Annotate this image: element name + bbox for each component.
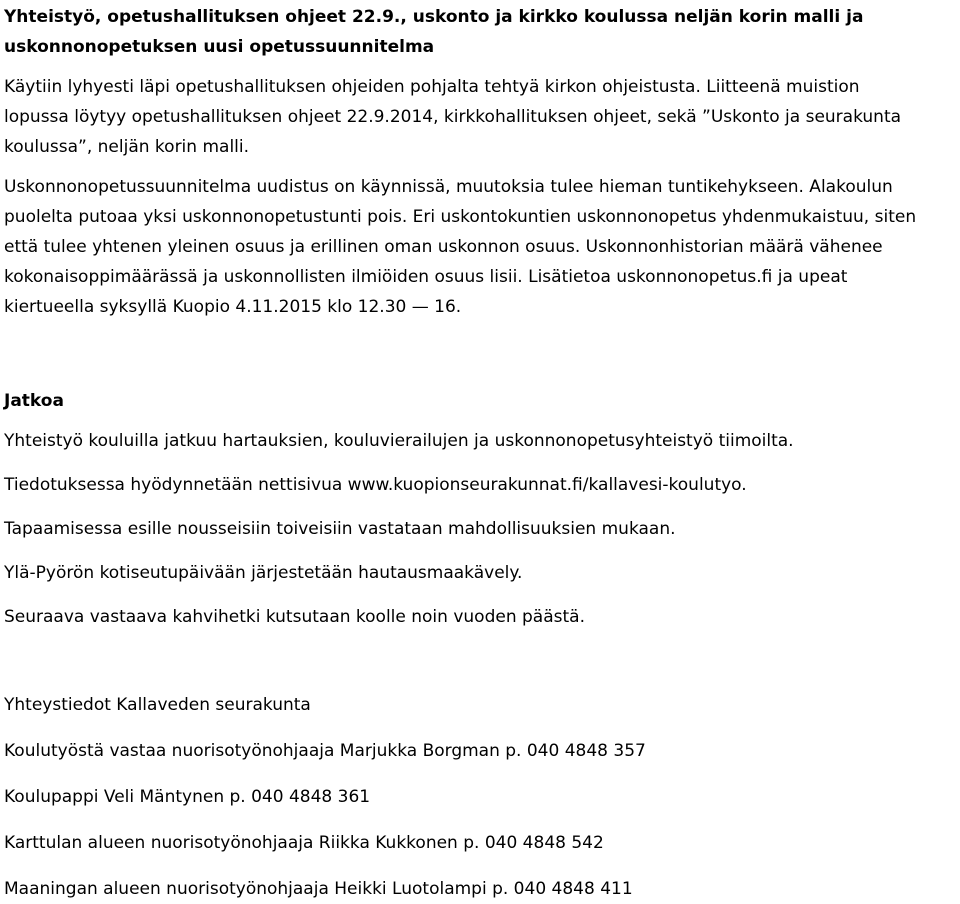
contact-item: Karttulan alueen nuorisotyönohjaaja Riikka Kukkonen p. 040 4848 542 [4,833,604,853]
paragraph-line: puolelta putoaa yksi uskonnonopetustunti pois. Eri uskontokuntien uskonnonopetus yhdenmukaistuu, siten [4,207,917,227]
list-item: Seuraava vastaava kahvihetki kutsutaan koolle noin vuoden päästä. [4,607,585,627]
paragraph-line: lopussa löytyy opetushallituksen ohjeet 22.9.2014, kirkkohallituksen ohjeet, sekä ”Uskonto ja seurakunta [4,107,902,127]
paragraph-line: Käytiin lyhyesti läpi opetushallituksen ohjeiden pohjalta tehtyä kirkon ohjeistusta. Liitteenä muistion [4,77,860,97]
contact-item: Koulutyöstä vastaa nuorisotyönohjaaja Marjukka Borgman p. 040 4848 357 [4,741,646,761]
contacts-list [4,736,956,904]
paragraph-line: koulussa”, neljän korin malli. [4,137,250,157]
section-title-contacts: Yhteystiedot Kallaveden seurakunta [4,695,311,715]
list-item: Yhteistyö kouluilla jatkuu hartauksien, kouluvierailujen ja uskonnonopetusyhteistyö tiimoilta. [4,431,794,451]
list-item: Tiedotuksessa hyödynnetään nettisivua www.kuopionseurakunnat.fi/kallavesi-koulutyo. [4,475,747,495]
curriculum-paragraph [4,172,956,322]
paragraph-line: kokonaisoppimäärässä ja uskonnollisten ilmiöiden osuus lisii. Lisätietoa uskonnonopetus.fi ja upeat [4,267,848,287]
paragraph-line: Uskonnonopetussuunnitelma uudistus on käynnissä, muutoksia tulee hieman tuntikehykseen. Alakoulun [4,177,893,197]
contact-item: Koulupappi Veli Mäntynen p. 040 4848 361 [4,787,371,807]
paragraph-line: että tulee yhtenen yleinen osuus ja erillinen oman uskonnon osuus. Uskonnonhistorian määrä vähenee [4,237,883,257]
list-item: Tapaamisessa esille nousseisiin toiveisiin vastataan mahdollisuuksien mukaan. [4,519,676,539]
intro-paragraph [4,72,956,162]
document-page [4,0,956,904]
heading-line: Yhteistyö, opetushallituksen ohjeet 22.9., uskonto ja kirkko koulussa neljän korin malli ja [4,7,864,27]
document-heading [4,0,956,62]
section-title-jatkoa: Jatkoa [4,391,64,411]
heading-line: uskonnonopetuksen uusi opetussuunnitelma [4,37,435,57]
paragraph-line: kiertueella syksyllä Kuopio 4.11.2015 klo 12.30 — 16. [4,297,462,317]
jatkoa-list [4,426,956,632]
list-item: Ylä-Pyörön kotiseutupäivään järjestetään hautausmaakävely. [4,563,523,583]
contact-item: Maaningan alueen nuorisotyönohjaaja Heikki Luotolampi p. 040 4848 411 [4,879,633,899]
